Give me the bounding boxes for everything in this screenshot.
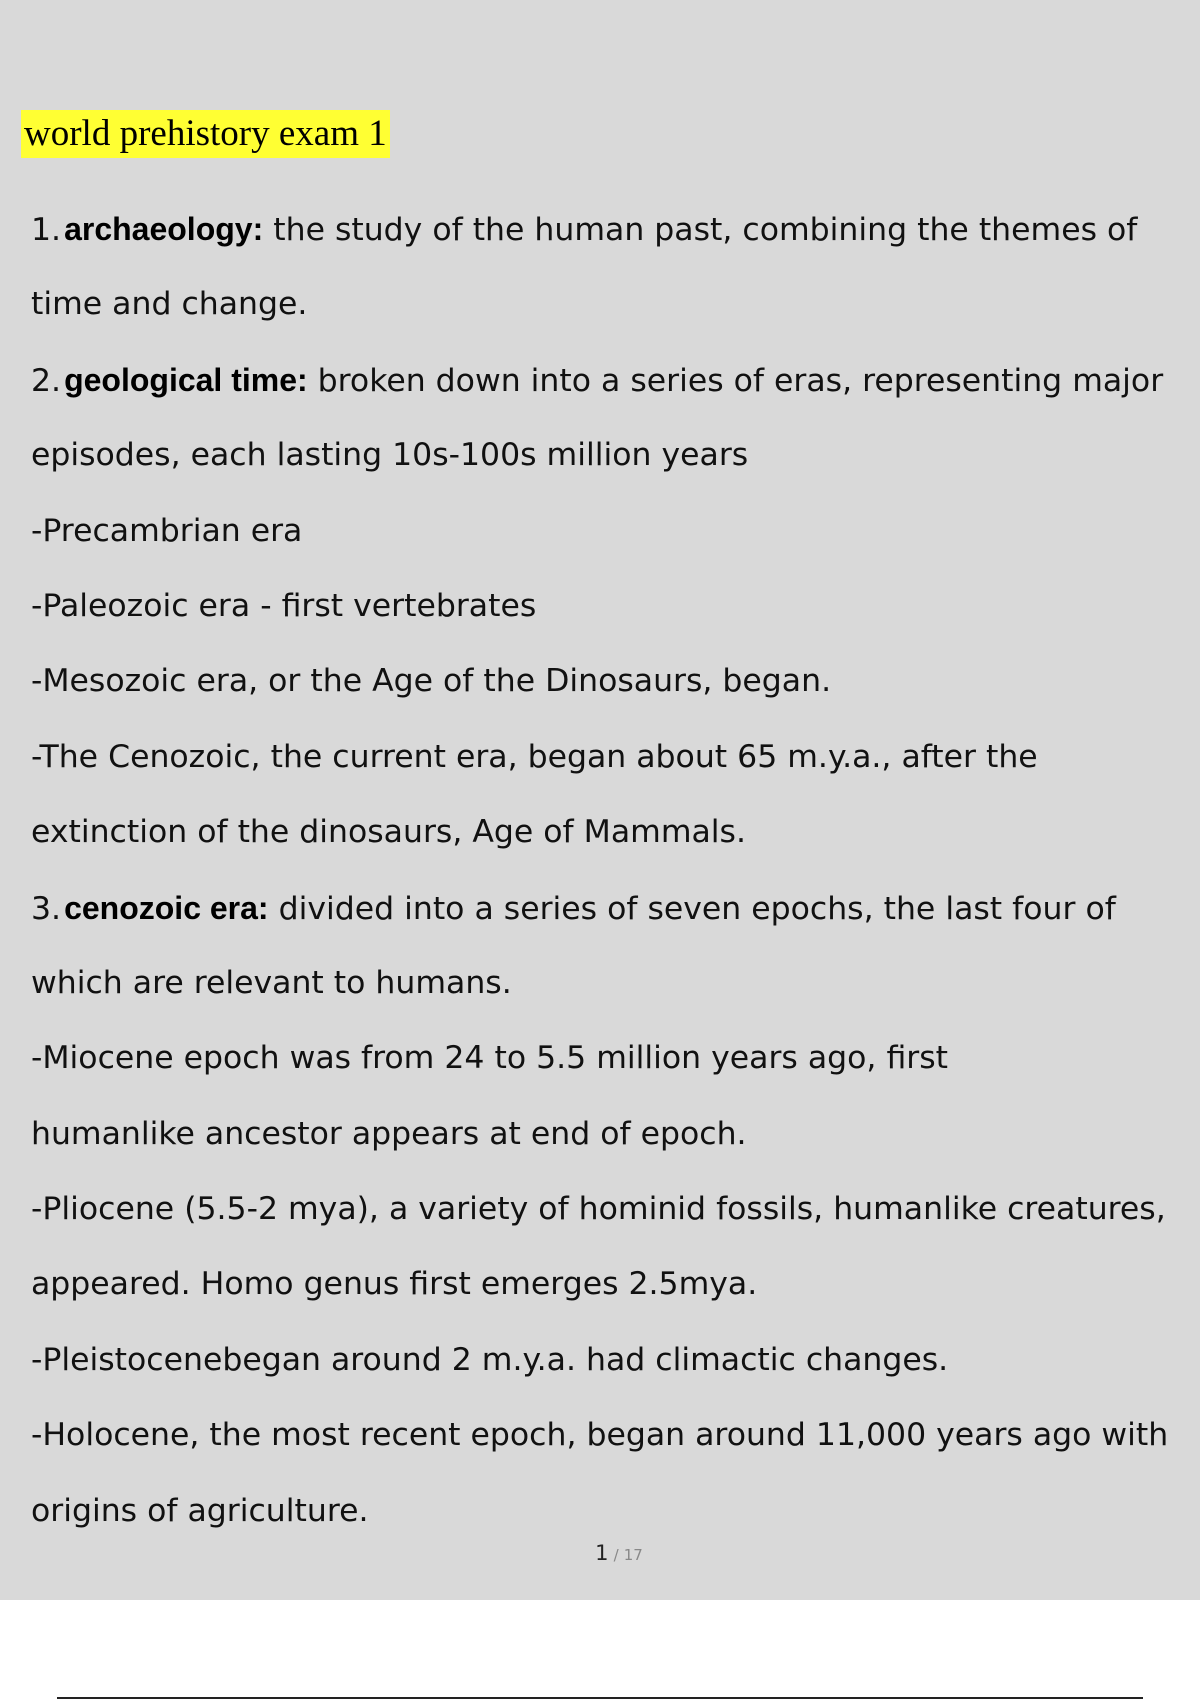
item-2-line-2: episodes, each lasting 10s-100s million years	[31, 437, 749, 474]
item-text: divided into a series of seven epochs, the last four of	[278, 890, 1116, 927]
item-3-line-3: -Miocene epoch was from 24 to 5.5 million years ago, first	[31, 1040, 949, 1077]
document-body	[31, 192, 1199, 1549]
item-3-line-1	[31, 871, 1199, 946]
item-number: 1.	[31, 212, 62, 248]
item-3-line-5: -Pliocene (5.5-2 mya), a variety of hominid fossils, humanlike creatures,	[31, 1191, 1166, 1228]
item-2-line-4: -Paleozoic era - first vertebrates	[31, 587, 537, 624]
next-page-rule	[57, 1697, 1143, 1699]
current-page: 1	[595, 1541, 609, 1565]
page-indicator	[0, 1541, 1200, 1565]
item-1-line-1	[31, 192, 1199, 267]
item-2-line-7: extinction of the dinosaurs, Age of Mammals.	[31, 814, 746, 851]
item-3-line-2: which are relevant to humans.	[31, 964, 512, 1001]
item-term: cenozoic era:	[64, 889, 269, 926]
item-2-line-5: -Mesozoic era, or the Age of the Dinosaurs, began.	[31, 663, 832, 700]
item-number: 3.	[31, 890, 62, 927]
item-number: 2.	[31, 362, 62, 399]
item-3-line-9: origins of agriculture.	[31, 1492, 369, 1529]
item-3-line-4: humanlike ancestor appears at end of epoch.	[31, 1115, 747, 1152]
document-title: world prehistory exam 1	[21, 110, 390, 158]
item-term: archaeology:	[64, 211, 264, 247]
total-pages: 17	[623, 1546, 643, 1564]
item-text: broken down into a series of eras, representing major	[317, 362, 1164, 399]
item-3-line-6: appeared. Homo genus first emerges 2.5mya.	[31, 1266, 758, 1303]
item-2-line-6: -The Cenozoic, the current era, began about 65 m.y.a., after the	[31, 738, 1038, 775]
page-separator: /	[613, 1546, 619, 1564]
item-3-line-8: -Holocene, the most recent epoch, began around 11,000 years ago with	[31, 1417, 1169, 1454]
item-2-line-3: -Precambrian era	[31, 512, 303, 549]
item-1-line-2: time and change.	[31, 286, 308, 323]
item-text: the study of the human past, combining the themes of	[273, 212, 1138, 248]
item-2-line-1	[31, 343, 1199, 418]
item-3-line-7: -Pleistocenebegan around 2 m.y.a. had climactic changes.	[31, 1341, 949, 1378]
item-term: geological time:	[64, 361, 308, 398]
